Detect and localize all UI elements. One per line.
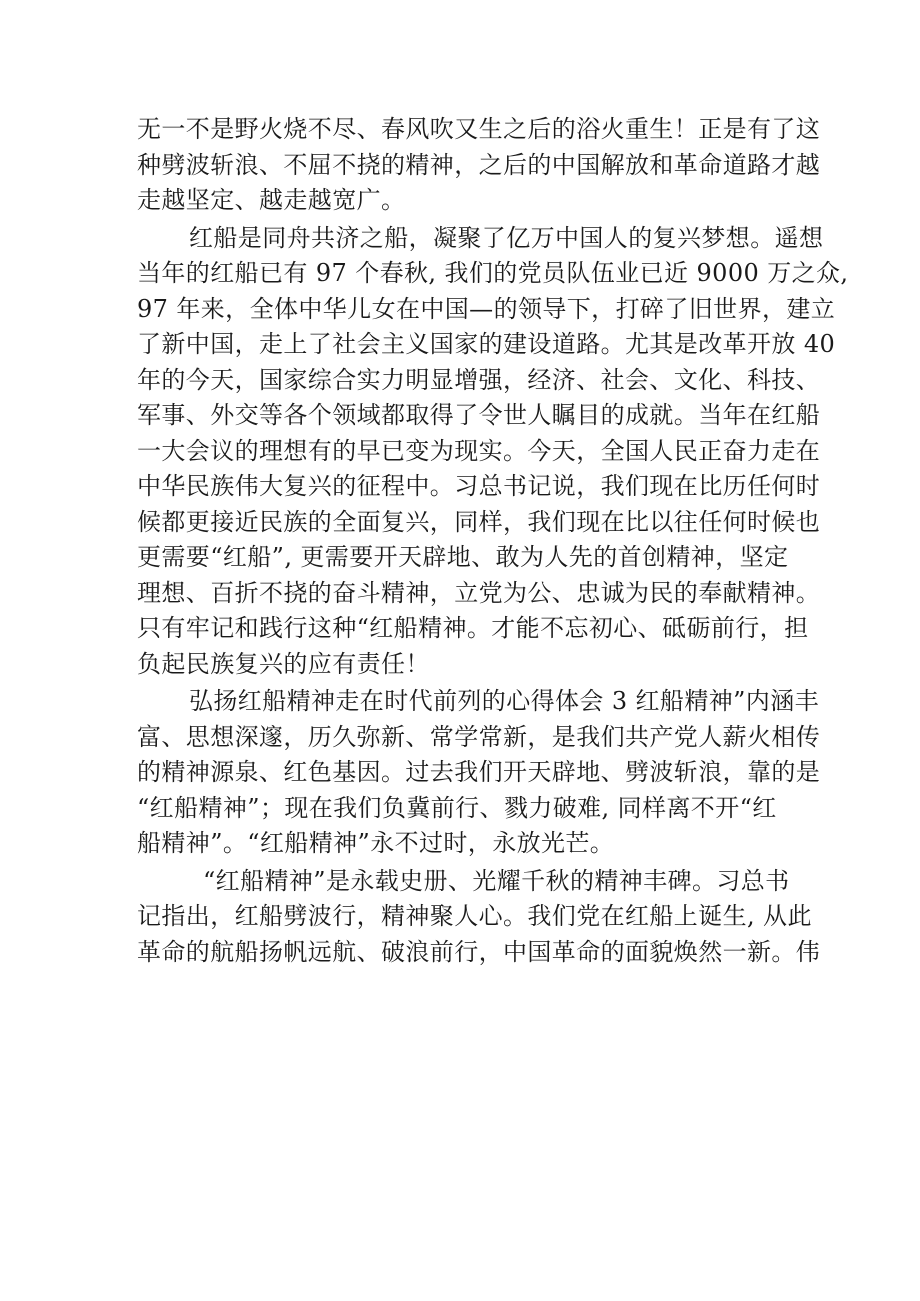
text-line: 军事、外交等各个领域都取得了令世人瞩目的成就。当年在红船 bbox=[137, 401, 821, 429]
text-line: 革命的航船扬帆远航、破浪前行，中国革命的面貌焕然一新。伟 bbox=[137, 937, 821, 966]
text-line: 只有牢记和践行这种“红船精神。才能不忘初心、砥砺前行，担 bbox=[137, 614, 809, 642]
text-line: 97 年来，全体中华儿女在中国—的领导下，打碎了旧世界，建立 bbox=[137, 294, 836, 323]
text-line: 走越坚定、越走越宽广。 bbox=[137, 186, 406, 214]
text-line: 种劈波斩浪、不屈不挠的精神，之后的中国解放和革命道路才越 bbox=[137, 150, 821, 179]
text-line: 理想、百折不挠的奋斗精神，立党为公、忠诚为民的奉献精神。 bbox=[137, 578, 821, 607]
text-line: 富、思想深邃，历久弥新、常学常新，是我们共产党人薪火相传 bbox=[137, 722, 821, 751]
text-line: “红船精神”；现在我们负冀前行、戮力破难, 同样离不开“红 bbox=[137, 793, 777, 822]
paragraph-3 bbox=[137, 684, 821, 862]
text-line: 记指出，红船劈波行，精神聚人心。我们党在红船上诞生, 从此 bbox=[137, 902, 812, 930]
text-line: 负起民族复兴的应有责任！ bbox=[137, 649, 430, 678]
text-line: 一大会议的理想有的早已变为现实。今天，全国人民正奋力走在 bbox=[137, 436, 821, 465]
text-line: 更需要“红船”, 更需要开天辟地、敢为人先的首创精神，坚定 bbox=[137, 543, 789, 571]
paragraph-4 bbox=[137, 864, 821, 971]
text-line: 无一不是野火烧不尽、春风吹又生之后的浴火重生！正是有了这 bbox=[137, 115, 821, 143]
text-line: 了新中国，走上了社会主义国家的建设道路。尤其是改革开放 40 bbox=[137, 330, 836, 358]
text-line: “红船精神”是永载史册、光耀千秋的精神丰碑。习总书 bbox=[203, 866, 790, 895]
paragraph-1 bbox=[137, 112, 821, 219]
document-body bbox=[137, 112, 849, 972]
text-line: 年的今天，国家综合实力明显增强，经济、社会、文化、科技、 bbox=[137, 365, 821, 394]
text-line: 中华民族伟大复兴的征程中。习总书记说，我们现在比历任何时 bbox=[137, 472, 821, 500]
text-line: 红船是同舟共济之船，凝聚了亿万中国人的复兴梦想。遥想 bbox=[189, 223, 824, 252]
text-line: 候都更接近民族的全面复兴，同样，我们现在比以往任何时候也 bbox=[137, 507, 821, 536]
text-line: 弘扬红船精神走在时代前列的心得体会 3 红船精神”内涵丰 bbox=[189, 687, 819, 715]
text-line: 船精神”。“红船精神”永不过时，永放光芒。 bbox=[137, 829, 615, 857]
text-line: 的精神源泉、红色基因。过去我们开天辟地、劈波斩浪，靠的是 bbox=[137, 758, 821, 786]
text-line: 当年的红船已有 97 个春秋, 我们的党员队伍业已近 9000 万之众, bbox=[137, 259, 849, 287]
paragraph-2 bbox=[137, 221, 849, 683]
